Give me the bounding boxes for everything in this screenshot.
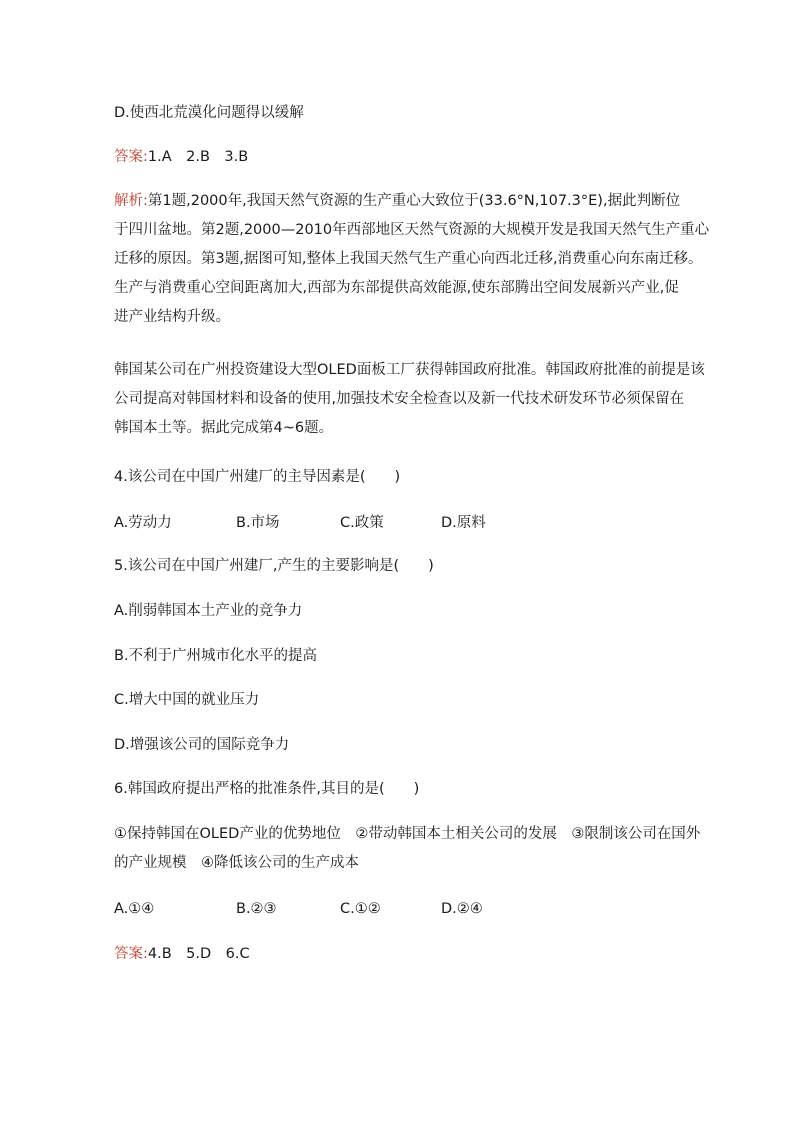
q5-option-b: B.不利于广州城市化水平的提高 (114, 648, 318, 664)
explanation-line-5: 进产业结构升级。 (114, 309, 230, 325)
explanation-line-4: 生产与消费重心空间距离加大,西部为东部提供高效能源,使东部腾出空间发展新兴产业,促 (114, 280, 679, 296)
q5-stem: 5.该公司在中国广州建厂,产生的主要影响是( ) (114, 558, 434, 574)
explanation-line-1 (114, 191, 680, 211)
explanation-line-3: 迁移的原因。第3题,据图可知,整体上我国天然气生产重心向西北迁移,消费重心向东南迁移。 (114, 251, 703, 267)
explanation-label: 解析: (114, 193, 148, 209)
answer-2 (114, 944, 250, 964)
passage-line-1: 韩国某公司在广州投资建设大型OLED面板工厂获得韩国政府批准。韩国政府批准的前提是该 (114, 362, 705, 378)
q6-option-a: A.①④ (114, 901, 155, 917)
q5-option-d: D.增强该公司的国际竞争力 (114, 737, 290, 753)
q4-option-b: B.市场 (236, 515, 280, 531)
explanation-line-2: 于四川盆地。第2题,2000—2010年西部地区天然气资源的大规模开发是我国天然气生产重心 (114, 222, 710, 238)
q5-option-a: A.削弱韩国本土产业的竞争力 (114, 603, 303, 619)
q6-option-c: C.①② (340, 901, 381, 917)
q4-option-c: C.政策 (340, 515, 384, 531)
q6-option-d: D.②④ (441, 901, 483, 917)
q3-option-d: D.使西北荒漠化问题得以缓解 (114, 105, 304, 121)
q6-statements-line-2: 的产业规模 ④降低该公司的生产成本 (114, 855, 359, 871)
q6-statements-line-1: ①保持韩国在OLED产业的优势地位 ②带动韩国本土相关公司的发展 ③限制该公司在国外 (114, 826, 701, 842)
answer-text: 4.B 5.D 6.C (147, 946, 250, 962)
answer-text: 1.A 2.B 3.B (147, 149, 249, 165)
q6-option-b: B.②③ (236, 901, 277, 917)
answer-label: 答案: (114, 149, 148, 165)
q4-option-a: A.劳动力 (114, 515, 172, 531)
answer-1 (114, 147, 248, 167)
answer-label: 答案: (114, 946, 148, 962)
passage-line-3: 韩国本土等。据此完成第4~6题。 (114, 420, 334, 436)
q5-option-c: C.增大中国的就业压力 (114, 692, 260, 708)
q4-stem: 4.该公司在中国广州建厂的主导因素是( ) (114, 469, 401, 485)
passage-line-2: 公司提高对韩国材料和设备的使用,加强技术安全检查以及新一代技术研发环节必须保留在 (114, 391, 685, 407)
q6-stem: 6.韩国政府提出严格的批准条件,其目的是( ) (114, 781, 420, 797)
explanation-text: 第1题,2000年,我国天然气资源的生产重心大致位于(33.6°N,107.3°E),据此判断位 (147, 193, 681, 209)
q4-option-d: D.原料 (441, 515, 486, 531)
